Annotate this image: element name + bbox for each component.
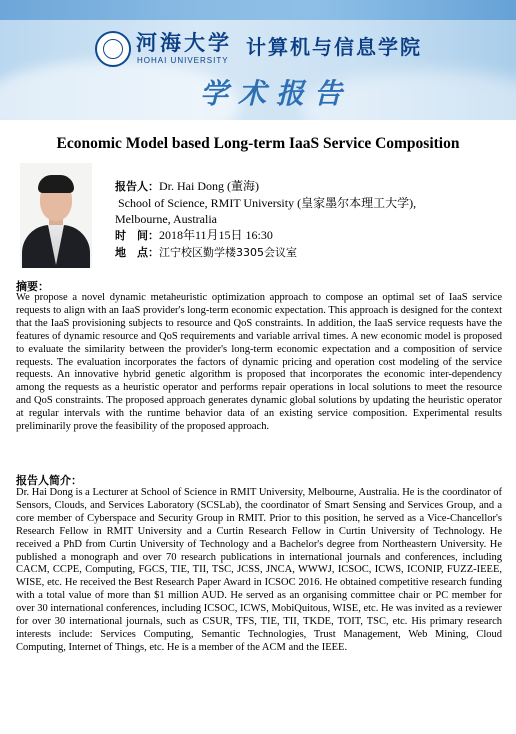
- talk-title: Economic Model based Long-term IaaS Service Composition: [56, 135, 460, 152]
- university-name-cn: 河海大学: [136, 30, 232, 55]
- time-row: [115, 227, 416, 244]
- college-name: 计算机与信息学院: [246, 35, 422, 59]
- speaker-info: [115, 178, 416, 261]
- bio-text: Dr. Hai Dong is a Lecturer at School of Science in RMIT University, Melbourne, Australia. He is the coordinator of Sensors, Clouds, and Services Laboratory (SCSLab), the coordinator of Smart Sensing and Services Group, and a core member of Cyberspace and Security Group in RMIT. Prior to this position, he served as a Vice-Chancellor's Research Fellow in RMIT University and a Curtin Research Fellow in Curtin University of Technology. He received a PhD from Curtin University of Technology and a Bachelor's degree from Northeastern University. He published a monograph and over 70 research publications in international journals and conferences, including CACM, CCPE, Computing, FGCS, TIE, TII, TSC, JCSS, JNCA, WWWJ, ICSOC, ICWS, ICONIP, FUZZ-IEEE, WISE, etc. He received the Best Research Paper Award in ICSOC 2016. He obtained competitive research funding with a total value of more than $1 million AUD. He served as an organising committee chair or PC member for over 30 international conferences, including ICSOC, ICWS, MobiQuitous, WISE, etc. He was invited as a reviewer for over 30 international journals, such as CSUR, TFS, TIE, TII, TKDE, TOIT, TSC, etc. His primary research interests include: Services Computing, Semantic Technologies, Trust Management, Web Mining, Cloud Computing, Internet of Things, etc. He is a member of the ACM and the IEEE.: [16, 487, 502, 653]
- bio-heading: 报告人简介：: [16, 474, 82, 487]
- university-seal-icon: [95, 31, 131, 67]
- event-title: 学术报告: [200, 77, 353, 110]
- university-name-en: HOHAI UNIVERSITY: [137, 56, 229, 65]
- abstract-text: We propose a novel dynamic metaheuristic optimization approach to compose an optimal set of IaaS service requests to align with an IaaS provider's long-term economic expectation. This approach is designed for the context that the IaaS provisioning subjects to resource and QoS constraints. In addition, the IaaS service requests have the features of dynamic resource and QoS requirements and variable arrival times. A new economic model is proposed to evaluate the similarity between the provider's long-term economic expectation and a composition of service requests. The evaluation incorporates the factors of dynamic pricing and operation cost modeling of the service requests. An innovative hybrid genetic algorithm is proposed that incorporates the economic inter-dependency among the requests as a heuristic operator and performs repair operations in local solutions to meet the resource and QoS constraints. The proposed approach generates dynamic global solutions by updating the heuristic operator at regular intervals with the runtime behavior data of an existing service composition. Experimental results preliminarily prove the feasibility of the proposed approach.: [16, 292, 502, 433]
- time-label: 时 间：: [115, 229, 159, 242]
- speaker-name-row: [115, 178, 416, 195]
- speaker-location: Melbourne, Australia: [115, 212, 217, 226]
- header-banner: [0, 0, 516, 120]
- place-label: 地 点：: [115, 246, 159, 259]
- talk-place: 江宁校区勤学楼3305会议室: [159, 246, 297, 259]
- banner-top-stripe: [0, 0, 516, 20]
- reporter-label: 报告人：: [115, 180, 159, 193]
- speaker-name: Dr. Hai Dong (董海): [159, 179, 259, 193]
- speaker-photo: [20, 163, 92, 268]
- speaker-affiliation: School of Science, RMIT University (皇家墨尔本理工大学),: [118, 196, 417, 210]
- abstract-heading: 摘要：: [16, 280, 49, 293]
- talk-time: 2018年11月15日 16:30: [159, 228, 273, 242]
- place-row: [115, 244, 416, 261]
